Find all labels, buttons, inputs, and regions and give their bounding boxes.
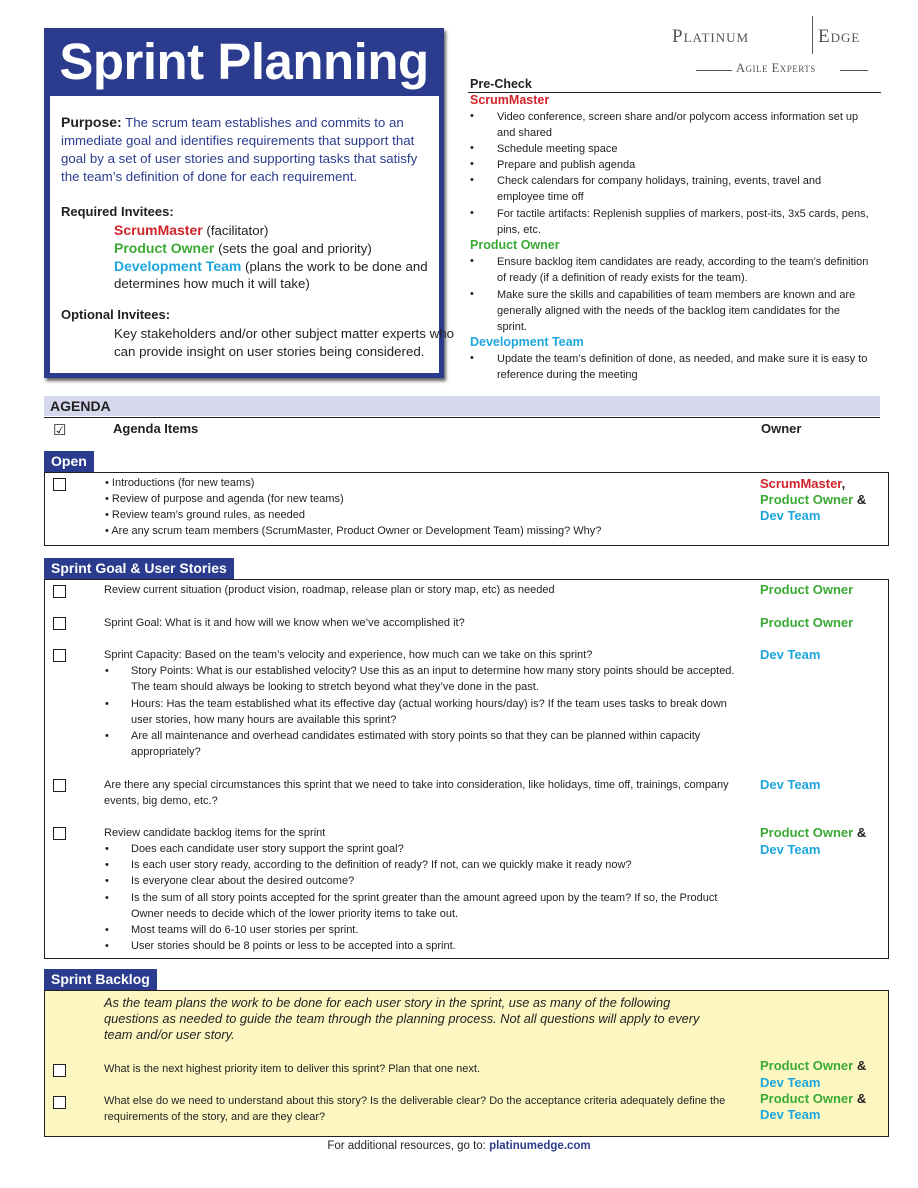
sg-row-5-bullet: Does each candidate user story support the sprint goal? <box>131 843 404 855</box>
sg-row-4-text-2: events, big demo, etc.? <box>104 795 218 807</box>
sb-row-2-owner-1 <box>760 1090 866 1107</box>
product-owner-note: (sets the goal and priority) <box>218 241 372 256</box>
open-item-text: Introductions (for new teams) <box>111 477 255 489</box>
checkbox[interactable] <box>53 649 66 662</box>
bullet: • <box>105 859 109 871</box>
bullet: • <box>470 142 474 154</box>
checkbox[interactable] <box>53 1064 66 1077</box>
sg-row-2-owner: Product Owner <box>760 615 854 630</box>
precheck-sm-item: Video conference, screen share and/or polycom access information set up <box>497 111 859 123</box>
sg-row-3-bullet: The team should always be looking to stretch beyond what they’ve done in the past. <box>131 681 539 693</box>
owner-ampersand: & <box>856 1091 867 1106</box>
sg-row-5-bullet: Is each user story ready, according to the definition of ready? If not, can we quickly make it ready now? <box>131 859 632 871</box>
owner-product-owner: Product Owner <box>760 1091 854 1106</box>
checked-box-icon: ☑ <box>53 422 67 439</box>
optional-line-1: Key stakeholders and/or other subject matter experts who <box>114 326 454 341</box>
sg-row-1-text: Review current situation (product vision, roadmap, release plan or story map, etc) as needed <box>104 584 555 596</box>
open-item-2: • Review of purpose and agenda (for new teams) <box>105 493 344 505</box>
agenda-title: AGENDA <box>50 398 111 414</box>
section-sprint-backlog-label: Sprint Backlog <box>44 969 157 990</box>
sg-row-3-bullet: Story Points: What is our established velocity? Use this as an input to determine how many story points should be accepted. <box>131 665 735 677</box>
sg-row-5-bullet: Is everyone clear about the desired outcome? <box>131 875 355 887</box>
scrummaster-role: ScrumMaster <box>114 222 203 238</box>
logo-rule-left <box>696 70 732 71</box>
logo-tagline: Agile Experts <box>736 61 816 75</box>
open-item-4: • Are any scrum team members (ScrumMaster, Product Owner or Development Team) missing? Why? <box>105 525 602 537</box>
required-product-owner <box>114 239 372 258</box>
checkbox[interactable] <box>53 1096 66 1109</box>
checkbox[interactable] <box>53 827 66 840</box>
logo <box>672 26 749 48</box>
bullet: • <box>105 698 109 710</box>
footer-text: For additional resources, go to: <box>327 1140 486 1152</box>
bullet: • <box>105 730 109 742</box>
precheck-sm-item: For tactile artifacts: Replenish supplies of markers, post-its, 3x5 cards, pens, <box>497 208 869 220</box>
logo-rule-right <box>840 70 868 71</box>
owner-dev-team: Dev Team <box>760 508 821 523</box>
logo-divider <box>812 16 813 54</box>
owner-product-owner: Product Owner <box>760 825 854 840</box>
precheck-sm-item: Schedule meeting space <box>497 143 618 155</box>
sg-row-3-bullet: user stories, how many hours are available this sprint? <box>131 714 397 726</box>
purpose-text: The scrum team establishes and commits to an immediate goal and identifies requirements that support that goal by a set of user stories and supporting tasks that satisfy the team’s definition of done for each requirement. <box>61 115 418 184</box>
purpose-paragraph <box>61 113 433 186</box>
footer <box>0 1140 918 1152</box>
bullet: • <box>105 892 109 904</box>
sg-row-3-bullet: Are all maintenance and overhead candidates estimated with story points so that they can be planned within capacity <box>131 730 701 742</box>
bullet: • <box>105 875 109 887</box>
owner-product-owner: Product Owner <box>760 492 854 507</box>
bullet: • <box>470 352 474 364</box>
dev-team-note-2: determines how much it will take) <box>114 276 310 291</box>
owner-dev-team: Dev Team <box>760 1107 821 1122</box>
precheck-po-item: Ensure backlog item candidates are ready, according to the team’s definition <box>497 256 869 268</box>
precheck-sm-item: Check calendars for company holidays, training, events, travel and <box>497 175 822 187</box>
sg-row-3-owner: Dev Team <box>760 647 821 662</box>
sg-row-5-owner-1 <box>760 824 866 841</box>
checkbox[interactable] <box>53 617 66 630</box>
open-item-text: Review team’s ground rules, as needed <box>111 509 305 521</box>
sb-row-1-owner-1 <box>760 1057 866 1074</box>
dev-team-role: Development Team <box>114 258 242 274</box>
open-owner-2 <box>760 491 866 508</box>
checkbox[interactable] <box>53 478 66 491</box>
open-item-text: Review of purpose and agenda (for new teams) <box>111 493 344 505</box>
bullet: • <box>470 288 474 300</box>
open-item-text: Are any scrum team members (ScrumMaster, Product Owner or Development Team) missing? Why? <box>111 525 602 537</box>
required-scrummaster <box>114 221 268 240</box>
sg-row-5-bullet: Most teams will do 6-10 user stories per sprint. <box>131 924 359 936</box>
bullet: • <box>105 924 109 936</box>
footer-link[interactable]: platinumedge.com <box>489 1140 591 1152</box>
precheck-product-owner-head: Product Owner <box>470 238 560 252</box>
agenda-bar <box>44 396 880 416</box>
precheck-po-item: of ready (if a definition of ready exists for the team). <box>497 272 748 284</box>
sg-row-4-text-1: Are there any special circumstances this sprint that we need to take into consideration, like holidays, time off, trainings, company <box>104 779 729 791</box>
optional-line-2: can provide insight on user stories being considered. <box>114 344 425 359</box>
purpose-label: Purpose: <box>61 114 122 130</box>
owner-header: Owner <box>761 421 802 436</box>
logo-name-right: Edge <box>818 26 861 47</box>
owner-ampersand: & <box>856 492 867 507</box>
open-owner-1 <box>760 475 845 492</box>
sb-intro-1: As the team plans the work to be done for each user story in the sprint, use as many of the following <box>104 995 671 1010</box>
checkbox[interactable] <box>53 585 66 598</box>
precheck-title: Pre-Check <box>470 77 532 91</box>
open-item-1: • Introductions (for new teams) <box>105 477 255 489</box>
bullet: • <box>470 174 474 186</box>
owner-comma: , <box>841 476 846 491</box>
precheck-po-item: generally aligned with the needs of the backlog item candidates for the <box>497 305 841 317</box>
owner-dev-team: Dev Team <box>760 1075 821 1090</box>
owner-ampersand: & <box>856 1058 867 1073</box>
owner-scrummaster: ScrumMaster <box>760 476 842 491</box>
required-dev-team <box>114 257 428 276</box>
checkbox[interactable] <box>53 779 66 792</box>
product-owner-role: Product Owner <box>114 240 215 256</box>
precheck-sm-item: Prepare and publish agenda <box>497 159 636 171</box>
bullet: • <box>105 665 109 677</box>
agenda-rule <box>44 417 880 418</box>
sb-row-2-text-1: What else do we need to understand about this story? Is the deliverable clear? Do the acceptance criteria adequately define the <box>104 1095 726 1107</box>
owner-ampersand: & <box>856 825 867 840</box>
optional-invitees-label: Optional Invitees: <box>61 307 171 322</box>
bullet: • <box>105 940 109 952</box>
bullet: • <box>105 843 109 855</box>
sb-intro-2: questions as needed to guide the team through the planning process. Not all questions will apply to every <box>104 1011 700 1026</box>
precheck-dt-item: reference during the meeting <box>497 369 638 381</box>
bullet: • <box>470 158 474 170</box>
sg-row-5-bullet: Is the sum of all story points accepted for the sprint greater than the amount agreed upon by the team? If so, the Product <box>131 892 718 904</box>
sg-row-2-text: Sprint Goal: What is it and how will we know when we’ve accomplished it? <box>104 617 465 629</box>
precheck-scrummaster-head: ScrumMaster <box>470 93 550 107</box>
open-item-3: • Review team’s ground rules, as needed <box>105 509 305 521</box>
sg-row-1-owner: Product Owner <box>760 582 854 597</box>
owner-dev-team: Dev Team <box>760 842 821 857</box>
sg-row-5-bullet: User stories should be 8 points or less to be accepted into a sprint. <box>131 940 456 952</box>
section-sprint-goal-label: Sprint Goal & User Stories <box>44 558 234 579</box>
precheck-po-item: sprint. <box>497 321 527 333</box>
precheck-po-item: Make sure the skills and capabilities of team members are known and are <box>497 289 856 301</box>
sg-row-4-owner: Dev Team <box>760 777 821 792</box>
sg-row-5-text: Review candidate backlog items for the sprint <box>104 827 326 839</box>
sb-intro-3: team and/or user story. <box>104 1027 235 1042</box>
bullet: • <box>470 255 474 267</box>
section-open-label: Open <box>44 451 94 472</box>
precheck-dev-team-head: Development Team <box>470 335 584 349</box>
precheck-sm-item: employee time off <box>497 191 584 203</box>
dev-team-note: (plans the work to be done and <box>245 259 428 274</box>
page-title: Sprint Planning <box>59 33 429 90</box>
required-invitees-label: Required Invitees: <box>61 204 174 219</box>
sb-row-1-text: What is the next highest priority item to deliver this sprint? Plan that one next. <box>104 1063 481 1075</box>
scrummaster-note: (facilitator) <box>206 223 269 238</box>
sg-row-3-bullet: Hours: Has the team established what its effective day (actual working hours/day) is? If the team uses tasks to break down <box>131 698 727 710</box>
bullet: • <box>470 207 474 219</box>
precheck-sm-item: pins, etc. <box>497 224 542 236</box>
sg-row-5-bullet: Owner needs to decide which of the lower priority items to take out. <box>131 908 459 920</box>
logo-name-left: Platinum <box>672 26 750 47</box>
sb-row-2-text-2: requirements of the story, and are they clear? <box>104 1111 326 1123</box>
sg-row-3-bullet: appropriately? <box>131 746 201 758</box>
owner-product-owner: Product Owner <box>760 1058 854 1073</box>
bullet: • <box>470 110 474 122</box>
sg-row-3-text: Sprint Capacity: Based on the team’s velocity and experience, how much can we take on this sprint? <box>104 649 593 661</box>
precheck-dt-item: Update the team’s definition of done, as needed, and make sure it is easy to <box>497 353 868 365</box>
precheck-sm-item: and shared <box>497 127 553 139</box>
agenda-items-header: Agenda Items <box>113 421 199 436</box>
